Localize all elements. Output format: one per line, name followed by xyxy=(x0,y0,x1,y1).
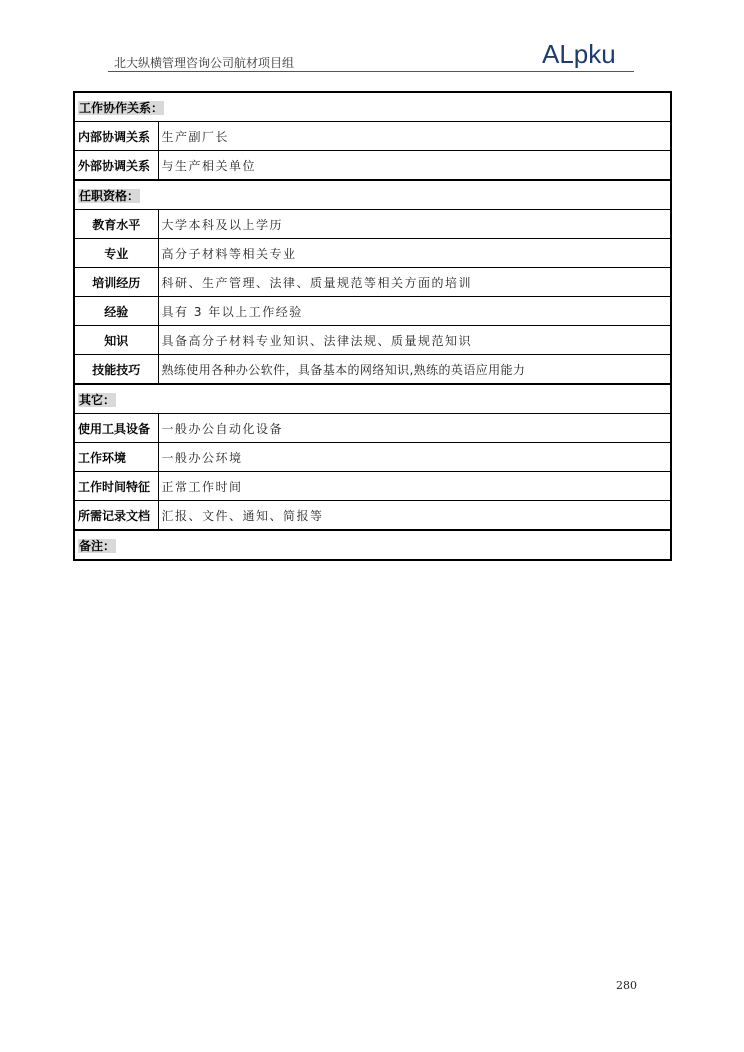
section-row-collaboration xyxy=(74,92,671,122)
row-value: 科研、生产管理、法律、质量规范等相关方面的培训 xyxy=(158,268,671,297)
row-label: 专业 xyxy=(74,239,158,268)
table-row xyxy=(74,443,671,472)
row-label: 培训经历 xyxy=(74,268,158,297)
table-row xyxy=(74,210,671,239)
section-qualification xyxy=(74,180,671,210)
row-value: 具有 3 年以上工作经验 xyxy=(158,297,671,326)
logo-text: ALpku xyxy=(542,40,616,68)
row-label: 工作时间特征 xyxy=(74,472,158,501)
section-other xyxy=(74,384,671,414)
row-label: 经验 xyxy=(74,297,158,326)
table-row xyxy=(74,297,671,326)
row-label: 知识 xyxy=(74,326,158,355)
row-label: 教育水平 xyxy=(74,210,158,239)
page-number: 280 xyxy=(616,979,637,992)
row-label: 使用工具设备 xyxy=(74,414,158,443)
section-qualification-label: 任职资格： xyxy=(79,188,140,203)
row-value: 正常工作时间 xyxy=(158,472,671,501)
row-value: 大学本科及以上学历 xyxy=(158,210,671,239)
table-row xyxy=(74,239,671,268)
row-label: 所需记录文档 xyxy=(74,501,158,531)
table-row xyxy=(74,151,671,181)
table-row xyxy=(74,472,671,501)
section-row-remarks xyxy=(74,530,671,560)
section-row-qualification xyxy=(74,180,671,210)
row-value: 一般办公自动化设备 xyxy=(158,414,671,443)
table-row xyxy=(74,414,671,443)
row-value: 熟练使用各种办公软件，具备基本的网络知识,熟练的英语应用能力 xyxy=(158,355,671,385)
row-label: 外部协调关系 xyxy=(74,151,158,181)
section-remarks-label: 备注： xyxy=(79,538,116,553)
section-remarks xyxy=(74,530,671,560)
row-value: 具备高分子材料专业知识、法律法规、质量规范知识 xyxy=(158,326,671,355)
row-value: 高分子材料等相关专业 xyxy=(158,239,671,268)
row-value: 生产副厂长 xyxy=(158,122,671,151)
section-other-label: 其它： xyxy=(79,392,116,407)
table-row xyxy=(74,122,671,151)
table-row xyxy=(74,355,671,385)
job-description-table xyxy=(73,91,672,561)
section-collaboration-label: 工作协作关系： xyxy=(79,100,164,115)
section-collaboration xyxy=(74,92,671,122)
alpku-logo xyxy=(542,40,634,68)
table-row xyxy=(74,326,671,355)
row-label: 技能技巧 xyxy=(74,355,158,385)
header-title: 北大纵横管理咨询公司航材项目组 xyxy=(114,56,295,70)
row-value: 汇报、文件、通知、简报等 xyxy=(158,501,671,531)
row-value: 一般办公环境 xyxy=(158,443,671,472)
table-row xyxy=(74,268,671,297)
row-value: 与生产相关单位 xyxy=(158,151,671,181)
table-row xyxy=(74,501,671,531)
section-row-other xyxy=(74,384,671,414)
row-label: 内部协调关系 xyxy=(74,122,158,151)
header-rule xyxy=(108,71,634,72)
row-label: 工作环境 xyxy=(74,443,158,472)
